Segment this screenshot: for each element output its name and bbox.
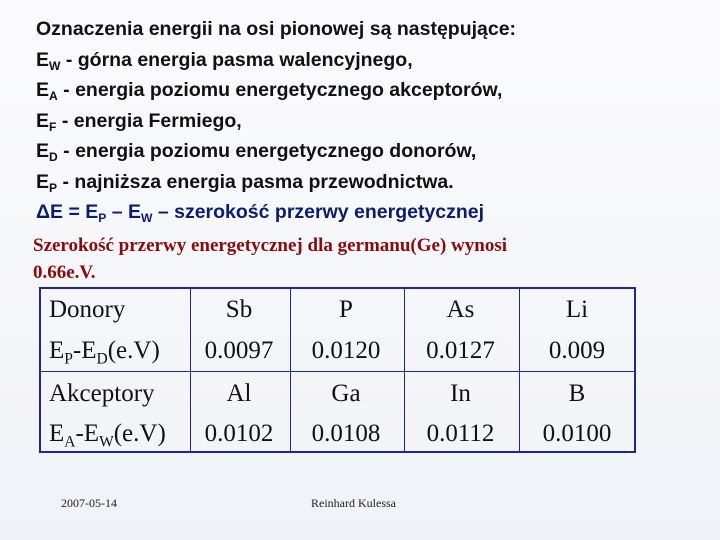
footer-author: Reinhard Kulessa	[311, 496, 396, 510]
def-band-gap	[36, 197, 696, 228]
delta-symbol: Δ	[36, 201, 51, 223]
def-subscript: F	[49, 119, 57, 134]
acceptor-element: B	[568, 380, 586, 407]
def-text: - najniższa energia pasma przewodnictwa.	[57, 170, 454, 193]
footer-date: 2007-05-14	[61, 496, 117, 510]
def-subscript: A	[49, 89, 58, 104]
def-symbol: E	[36, 79, 50, 101]
donor-value: 0.0097	[204, 337, 274, 364]
germanium-note	[33, 232, 693, 286]
donor-element: P	[339, 296, 353, 323]
def-text: - energia poziomu energetycznego akceptorów,	[57, 79, 503, 101]
acceptor-quantity-label: $E_A-E_W(e.V)$	[49, 420, 166, 451]
def-text: - energia Fermiego,	[56, 109, 242, 132]
def-subscript: D	[49, 150, 58, 165]
donor-value: 0.0127	[426, 337, 495, 364]
donor-value: 0.009	[548, 337, 606, 364]
table-divider	[41, 371, 634, 372]
acceptor-value: 0.0102	[204, 420, 274, 447]
acceptor-value: 0.0108	[311, 420, 381, 447]
def-symbol: E	[36, 170, 50, 193]
donor-element: Li	[565, 296, 589, 323]
def-text: - energia poziomu energetycznego donorów,	[57, 140, 477, 162]
def-subscript: P	[49, 180, 58, 195]
def-acceptor-level	[36, 75, 696, 106]
acceptor-element: In	[450, 380, 471, 407]
donors-title: Donory	[49, 296, 126, 323]
acceptor-element: Ga	[331, 380, 361, 407]
delta-lhs: E = E	[50, 201, 99, 223]
def-symbol: E	[36, 140, 50, 162]
donor-element: Sb	[225, 296, 253, 323]
delta-sub-w: W	[141, 211, 153, 226]
delta-mid: – E	[106, 201, 142, 223]
acceptor-value: 0.0112	[426, 420, 495, 447]
definitions-block	[36, 14, 696, 228]
acceptor-element: Al	[226, 380, 252, 407]
def-valence-top	[36, 45, 696, 76]
delta-sub-p: P	[98, 211, 107, 226]
def-fermi-level	[36, 106, 696, 137]
def-text: - górna energia pasma walencyjnego,	[60, 48, 413, 71]
acceptors-title: Akceptory	[49, 380, 155, 407]
definitions-heading: Oznaczenia energii na osi pionowej są następujące:	[36, 18, 517, 40]
def-conduction-bottom	[36, 167, 696, 198]
def-donor-level	[36, 136, 696, 167]
def-subscript: W	[49, 58, 61, 73]
note-line-1: Szerokość przerwy energetycznej dla germanu(Ge) wynosi	[33, 235, 508, 256]
acceptor-value: 0.0100	[542, 420, 612, 447]
donor-value: 0.0120	[311, 337, 381, 364]
def-symbol: E	[36, 109, 50, 132]
donor-element: As	[446, 296, 475, 323]
delta-rest: – szerokość przerwy energetycznej	[152, 201, 485, 223]
def-symbol: E	[36, 48, 50, 71]
donor-quantity-label: $E_P-E_D(e.V)$	[49, 337, 160, 368]
note-line-2: 0.66e.V.	[33, 262, 96, 283]
